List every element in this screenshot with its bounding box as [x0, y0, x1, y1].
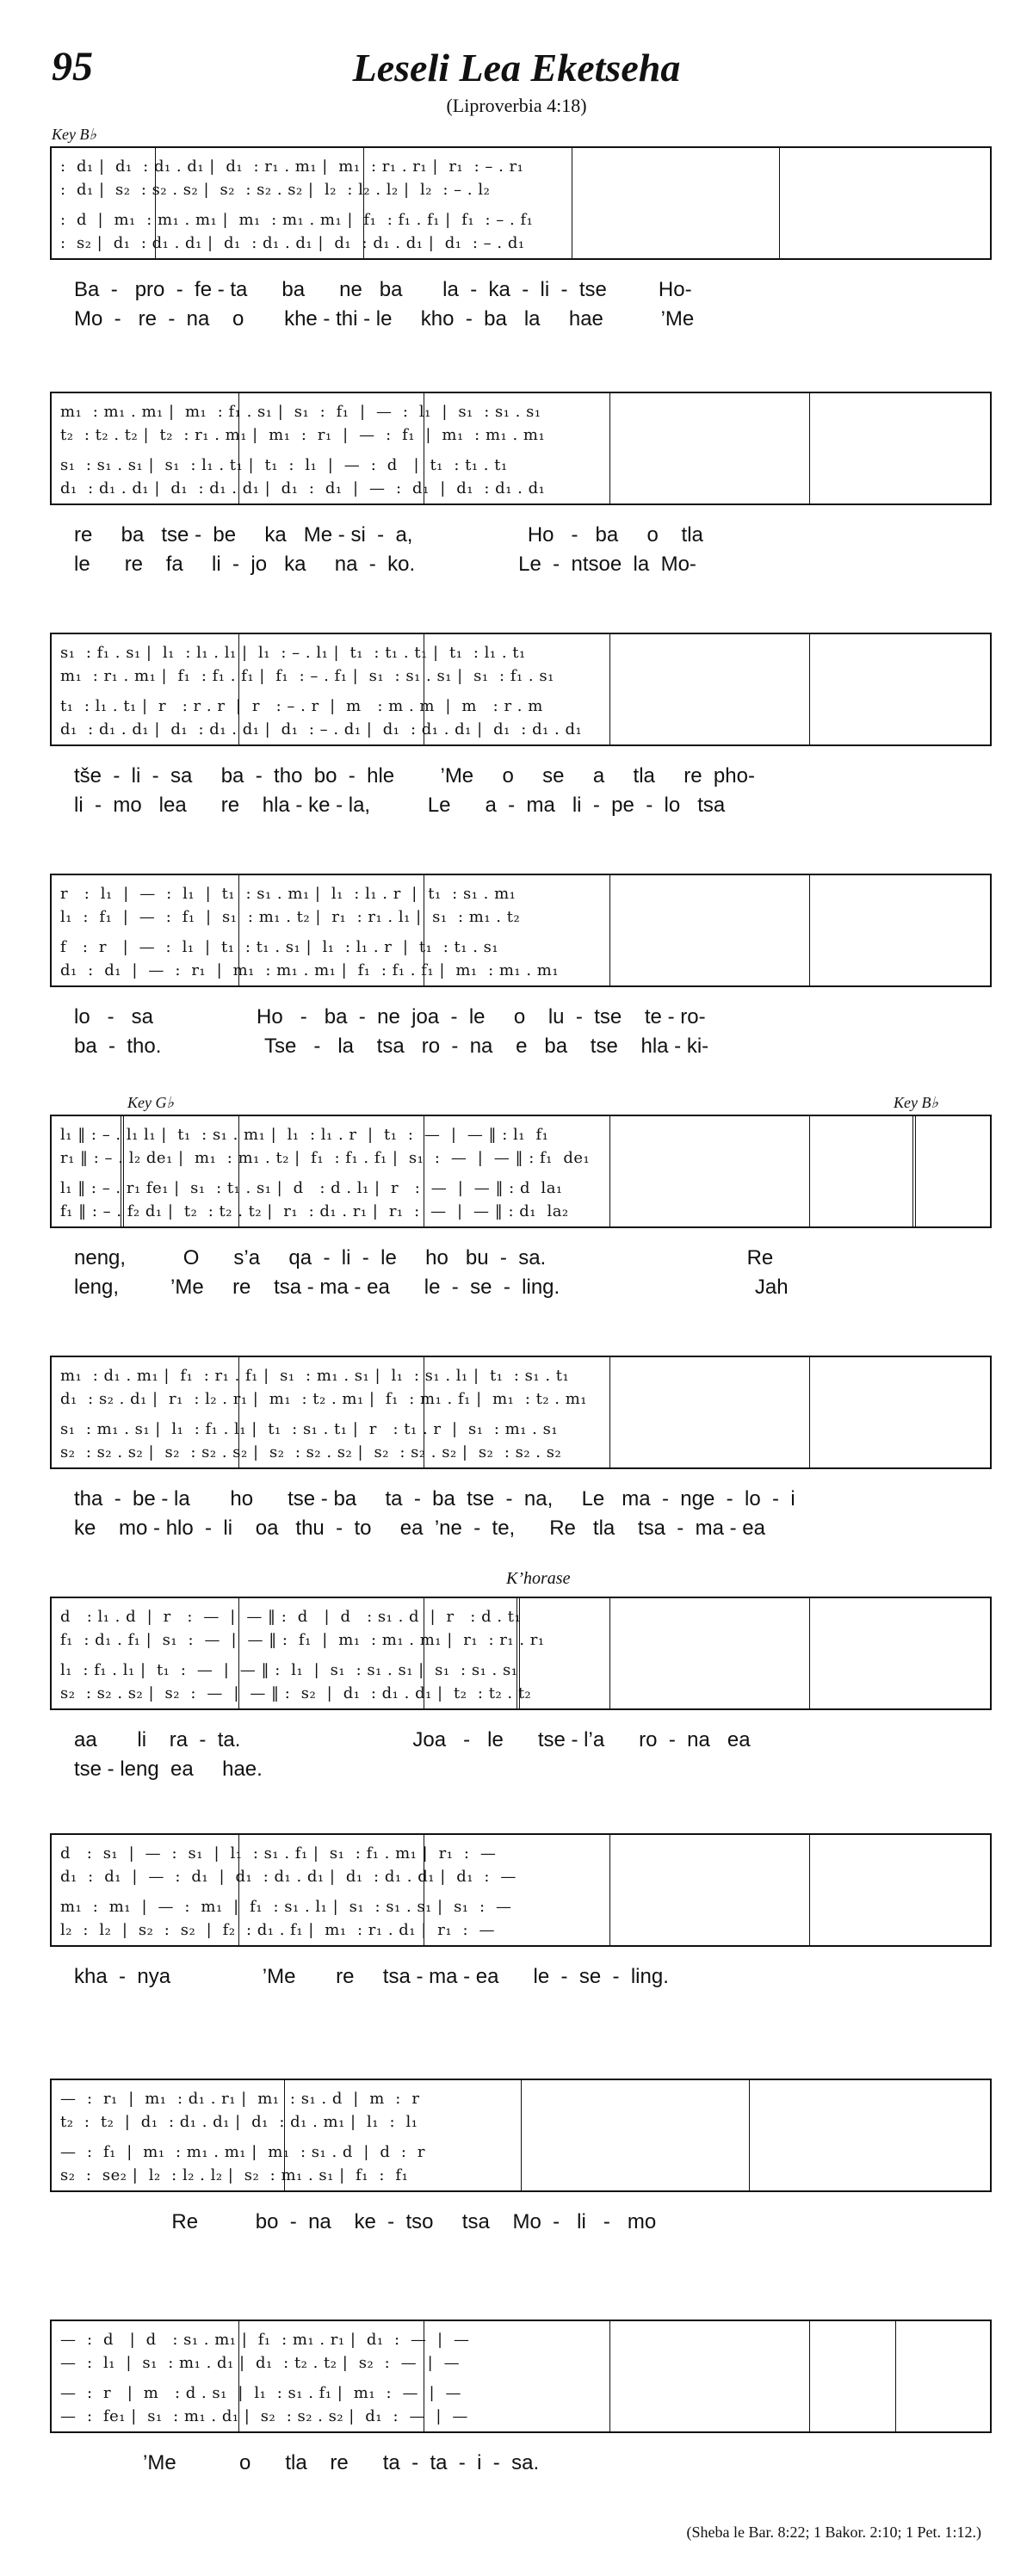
voice-part-row: r₁ ‖ : – . l₂ de₁ | m₁ : m₁ . t₂ | f₁ : f₁ . f₁ | s₁ : — | — ‖ : f₁ de₁ [60, 1149, 591, 1167]
lyric-line: kha - nya ’Me re tsa - ma - ea le - se - ling. [74, 1965, 669, 1988]
voice-part-row: r : l₁ | — : l₁ | t₁ : s₁ . m₁ | l₁ : l₁ . r | t₁ : s₁ . m₁ [60, 885, 516, 903]
voice-part-row: s₁ : m₁ . s₁ | l₁ : f₁ . l₁ | t₁ : s₁ . t₁ | r : t₁ . r | s₁ : m₁ . s₁ [60, 1420, 559, 1438]
key-signature-left: Key G♭ [127, 1094, 174, 1111]
voice-part-row: — : f₁ | m₁ : m₁ . m₁ | m₁ : s₁ . d | d : r [60, 2143, 425, 2161]
notation-rows [60, 1842, 981, 1942]
notation-rows [60, 2328, 981, 2428]
voice-part-row: — : d | d : s₁ . m₁ | f₁ : m₁ . r₁ | d₁ : — | — [60, 2331, 470, 2349]
voice-part-row: t₂ : t₂ | d₁ : d₁ . d₁ | d₁ : d₁ . m₁ | l₁ : l₁ [60, 2113, 418, 2131]
notation-stave [50, 1356, 992, 1469]
voice-part-row: d₁ : d₁ . d₁ | d₁ : d₁ . d₁ | d₁ : – . d₁ | d₁ : d₁ . d₁ | d₁ : d₁ . d₁ [60, 720, 583, 738]
voice-part-row: — : r | m : d . s₁ | l₁ : s₁ . f₁ | m₁ : — | — [60, 2384, 461, 2402]
notation-stave [50, 146, 992, 260]
scripture-reference: (Sheba le Bar. 8:22; 1 Bakor. 2:10; 1 Pet. 1:12.) [686, 2523, 981, 2541]
voice-part-row: s₂ : s₂ . s₂ | s₂ : — | — ‖ : s₂ | d₁ : d₁ . d₁ | t₂ : t₂ . t₂ [60, 1684, 532, 1702]
voice-part-row: l₁ ‖ : – . l₁ l₁ | t₁ : s₁ . m₁ | l₁ : l₁ . r | t₁ : — | — ‖ : l₁ f₁ [60, 1126, 549, 1144]
lyric-line: Re bo - na ke - tso tsa Mo - li - mo [74, 2210, 657, 2233]
lyric-line: tha - be - la ho tse - ba ta - ba tse - na, Le ma - nge - lo - i [74, 1487, 795, 1510]
notation-rows [60, 1605, 981, 1705]
voice-part-row: d : l₁ . d | r : — | — ‖ : d | d : s₁ . d | r : d . t₁ [60, 1608, 522, 1626]
lyric-line: li - mo lea re hla - ke - la, Le a - ma li - pe - lo tsa [74, 794, 726, 817]
voice-part-row: s₁ : s₁ . s₁ | s₁ : l₁ . t₁ | t₁ : l₁ | — : d | t₁ : t₁ . t₁ [60, 456, 508, 474]
notation-rows [60, 1364, 981, 1464]
hymn-subtitle: (Liproverbia 4:18) [446, 95, 587, 116]
notation-stave [50, 2079, 992, 2192]
notation-stave [50, 1115, 992, 1228]
voice-part-row: s₂ : s₂ . s₂ | s₂ : s₂ . s₂ | s₂ : s₂ . s₂ | s₂ : s₂ . s₂ | s₂ : s₂ . s₂ [60, 1443, 562, 1461]
lyric-line: lo - sa Ho - ba - ne joa - le o lu - tse te - ro- [74, 1005, 706, 1029]
voice-part-row: : d₁ | s₂ : s₂ . s₂ | s₂ : s₂ . s₂ | l₂ : l₂ . l₂ | l₂ : – . l₂ [60, 181, 491, 199]
lyric-line: neng, O s’a qa - li - le ho bu - sa. Re [74, 1246, 774, 1269]
notation-rows [60, 641, 981, 741]
notation-rows [60, 1123, 981, 1223]
voice-part-row: : d | m₁ : m₁ . m₁ | m₁ : m₁ . m₁ | f₁ : f₁ . f₁ | f₁ : – . f₁ [60, 211, 534, 229]
voice-part-row: t₁ : l₁ . t₁ | r : r . r | r : – . r | m : m . m | m : r . m [60, 697, 543, 715]
voice-part-row: d₁ : d₁ | — : d₁ | d₁ : d₁ . d₁ | d₁ : d₁ . d₁ | d₁ : — [60, 1868, 516, 1886]
key-signature-left: Key B♭ [52, 126, 96, 143]
voice-part-row: — : l₁ | s₁ : m₁ . d₁ | d₁ : t₂ . t₂ | s₂ : — | — [60, 2354, 461, 2372]
voice-part-row: l₁ ‖ : – . r₁ fe₁ | s₁ : t₁ . s₁ | d : d . l₁ | r : — | — ‖ : d la₁ [60, 1179, 563, 1197]
lyric-line: Ba - pro - fe - ta ba ne ba la - ka - li - tse Ho- [74, 278, 692, 301]
voice-part-row: : s₂ | d₁ : d₁ . d₁ | d₁ : d₁ . d₁ | d₁ : d₁ . d₁ | d₁ : – . d₁ [60, 234, 525, 252]
lyric-line: ’Me o tla re ta - ta - i - sa. [74, 2451, 540, 2474]
hymn-header [0, 34, 1033, 120]
hymn-title: Leseli Lea Eketseha [352, 46, 681, 90]
hymn-number: 95 [52, 44, 93, 90]
voice-part-row: d₁ : s₂ . d₁ | r₁ : l₂ . r₁ | m₁ : t₂ . m₁ | f₁ : m₁ . f₁ | m₁ : t₂ . m₁ [60, 1390, 588, 1408]
voice-part-row: d₁ : d₁ . d₁ | d₁ : d₁ . d₁ | d₁ : d₁ | — : d₁ | d₁ : d₁ . d₁ [60, 479, 546, 497]
lyric-line: aa li ra - ta. Joa - le tse - l’a ro - na ea [74, 1728, 751, 1751]
lyric-line: Mo - re - na o khe - thi - le kho - ba la hae ’Me [74, 307, 695, 330]
notation-stave [50, 874, 992, 987]
voice-part-row: t₂ : t₂ . t₂ | t₂ : r₁ . m₁ | m₁ : r₁ | — : f₁ | m₁ : m₁ . m₁ [60, 426, 546, 444]
voice-part-row: : d₁ | d₁ : d₁ . d₁ | d₁ : r₁ . m₁ | m₁ : r₁ . r₁ | r₁ : – . r₁ [60, 158, 524, 176]
lyric-line: ba - tho. Tse - la tsa ro - na e ba tse hla - ki- [74, 1035, 709, 1058]
notation-rows [60, 2087, 981, 2187]
voice-part-row: l₂ : l₂ | s₂ : s₂ | f₂ : d₁ . f₁ | m₁ : r₁ . d₁ | r₁ : — [60, 1921, 496, 1939]
notation-rows [60, 400, 981, 500]
chorus-label: K’horase [506, 1569, 571, 1588]
voice-part-row: f : r | — : l₁ | t₁ : t₁ . s₁ | l₁ : l₁ . r | t₁ : t₁ . s₁ [60, 938, 499, 956]
notation-stave [50, 633, 992, 746]
notation-rows [60, 882, 981, 982]
lyric-line: leng, ’Me re tsa - ma - ea le - se - ling. Jah [74, 1276, 789, 1299]
lyric-line: re ba tse - be ka Me - si - a, Ho - ba o tla [74, 523, 703, 547]
voice-part-row: m₁ : m₁ . m₁ | m₁ : f₁ . s₁ | s₁ : f₁ | — : l₁ | s₁ : s₁ . s₁ [60, 403, 541, 421]
notation-rows [60, 155, 981, 255]
notation-stave [50, 392, 992, 505]
voice-part-row: — : fe₁ | s₁ : m₁ . d₁ | s₂ : s₂ . s₂ | d₁ : — | — [60, 2407, 468, 2425]
voice-part-row: m₁ : r₁ . m₁ | f₁ : f₁ . f₁ | f₁ : – . f₁ | s₁ : s₁ . s₁ | s₁ : f₁ . s₁ [60, 667, 554, 685]
voice-part-row: s₁ : f₁ . s₁ | l₁ : l₁ . l₁ | l₁ : – . l₁ | t₁ : t₁ . t₁ | t₁ : l₁ . t₁ [60, 644, 526, 662]
voice-part-row: s₂ : se₂ | l₂ : l₂ . l₂ | s₂ : m₁ . s₁ | f₁ : f₁ [60, 2166, 409, 2184]
lyric-line: tše - li - sa ba - tho bo - hle ’Me o se a tla re pho- [74, 764, 755, 788]
notation-stave [50, 2320, 992, 2433]
voice-part-row: f₁ ‖ : – . f₂ d₁ | t₂ : t₂ . t₂ | r₁ : d₁ . r₁ | r₁ : — | — ‖ : d₁ la₂ [60, 1202, 569, 1220]
notation-stave [50, 1597, 992, 1710]
notation-stave [50, 1833, 992, 1947]
voice-part-row: f₁ : d₁ . f₁ | s₁ : — | — ‖ : f₁ | m₁ : m₁ . m₁ | r₁ : r₁ . r₁ [60, 1631, 545, 1649]
voice-part-row: d₁ : d₁ | — : r₁ | m₁ : m₁ . m₁ | f₁ : f₁ . f₁ | m₁ : m₁ . m₁ [60, 961, 560, 979]
voice-part-row: m₁ : d₁ . m₁ | f₁ : r₁ . f₁ | s₁ : m₁ . s₁ | l₁ : s₁ . l₁ | t₁ : s₁ . t₁ [60, 1367, 570, 1385]
lyric-line: tse - leng ea hae. [74, 1757, 263, 1781]
voice-part-row: d : s₁ | — : s₁ | l₁ : s₁ . f₁ | s₁ : f₁ . m₁ | r₁ : — [60, 1844, 497, 1863]
voice-part-row: l₁ : f₁ | — : f₁ | s₁ : m₁ . t₂ | r₁ : r₁ . l₁ | s₁ : m₁ . t₂ [60, 908, 521, 926]
lyric-line: le re fa li - jo ka na - ko. Le - ntsoe la Mo- [74, 553, 696, 576]
voice-part-row: — : r₁ | m₁ : d₁ . r₁ | m₁ : s₁ . d | m : r [60, 2090, 420, 2108]
key-signature-right: Key B♭ [894, 1094, 938, 1111]
lyric-line: ke mo - hlo - li oa thu - to ea ’ne - te, Re tla tsa - ma - ea [74, 1517, 765, 1540]
voice-part-row: l₁ : f₁ . l₁ | t₁ : — | — ‖ : l₁ | s₁ : s₁ . s₁ | s₁ : s₁ . s₁ [60, 1661, 518, 1679]
voice-part-row: m₁ : m₁ | — : m₁ | f₁ : s₁ . l₁ | s₁ : s₁ . s₁ | s₁ : — [60, 1898, 512, 1916]
